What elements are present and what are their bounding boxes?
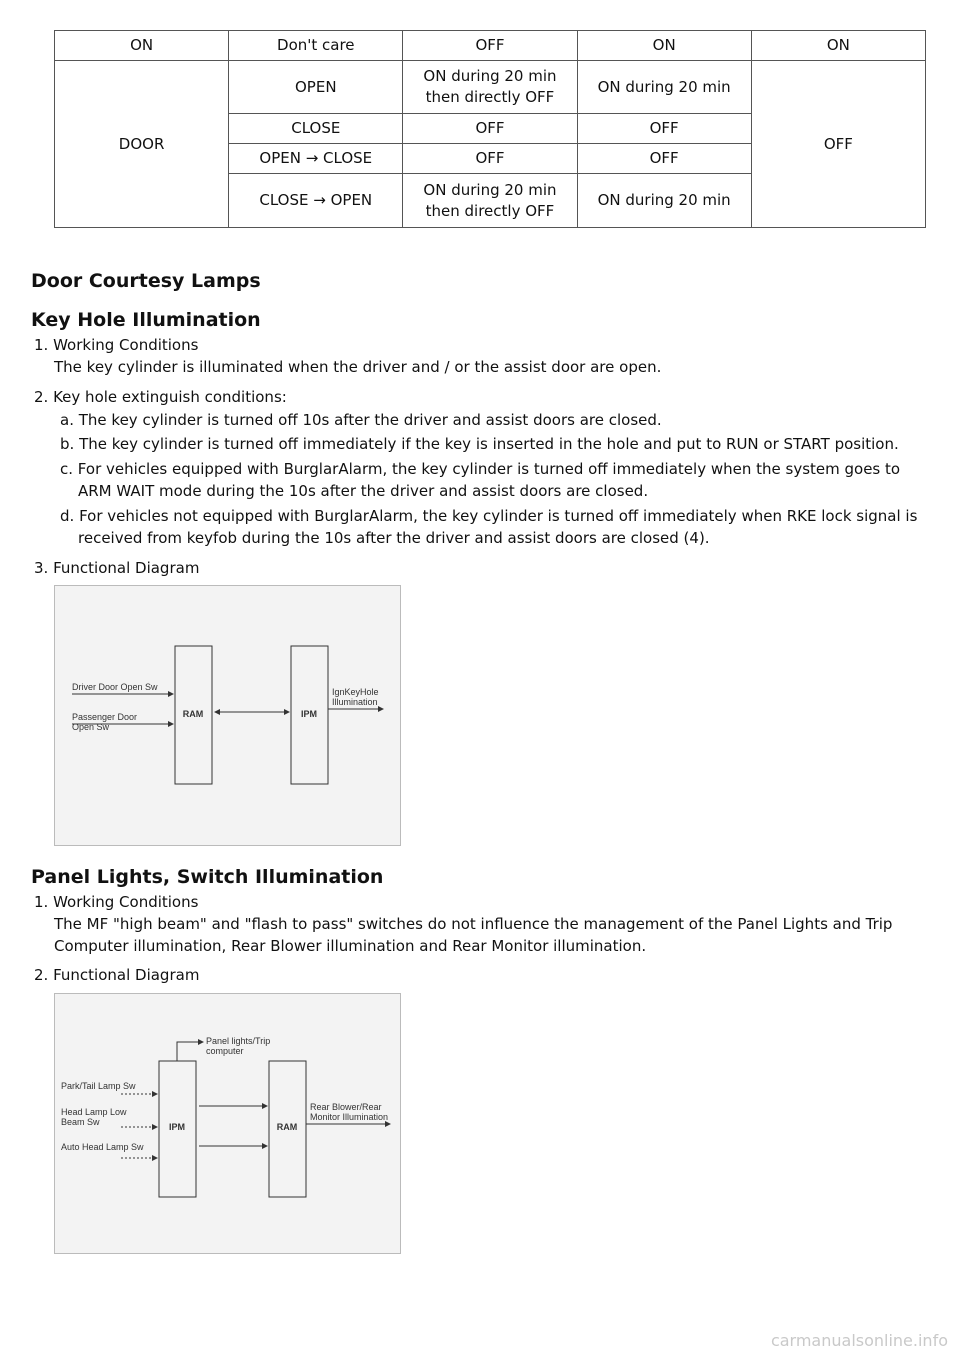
list-item <box>34 386 287 408</box>
ram-label: RAM <box>276 1122 298 1132</box>
passenger-door-switch-label: Passenger Door <box>72 712 138 722</box>
status-table <box>54 30 926 228</box>
table-row <box>55 31 926 61</box>
panel-lights-label: Panel lights/Trip <box>206 1036 271 1046</box>
output-label: Illumination <box>332 697 378 707</box>
table-cell: OFF <box>577 144 751 174</box>
ipm-label: IPM <box>300 709 318 719</box>
table-cell: OPEN <box>229 61 403 114</box>
list-item-title: Functional Diagram <box>53 966 200 984</box>
table-row <box>55 61 926 114</box>
auto-head-lamp-switch-label: Auto Head Lamp Sw <box>61 1142 144 1152</box>
sub-list-label: d. <box>60 507 75 525</box>
sub-list-item <box>60 433 899 455</box>
table-cell: ON <box>751 31 925 61</box>
list-item <box>34 964 199 986</box>
paragraph: The key cylinder is illuminated when the driver and / or the assist door are open. <box>54 358 662 376</box>
table-cell: ON <box>577 31 751 61</box>
arrow-icon <box>177 1042 203 1061</box>
list-number: 2. <box>34 388 49 406</box>
list-item <box>34 557 199 579</box>
paragraph: The MF "high beam" and "flash to pass" switches do not influence the management of the Panel Lights and Trip <box>54 915 893 933</box>
table-cell: ON during 20 min then directly OFF <box>403 174 577 228</box>
table-cell: ON during 20 min <box>577 61 751 114</box>
sub-list-item <box>60 505 917 527</box>
list-item-title: Key hole extinguish conditions: <box>53 388 287 406</box>
sub-list-text: For vehicles not equipped with BurglarAlarm, the key cylinder is turned off immediately when RKE lock signal is <box>79 507 918 525</box>
door-label-cell: DOOR <box>55 61 229 228</box>
section-subtitle: Key Hole Illumination <box>31 309 261 331</box>
table-cell: OFF <box>403 114 577 144</box>
sub-list-text: For vehicles equipped with BurglarAlarm, the key cylinder is turned off immediately when the system goes to <box>77 460 901 478</box>
sub-list-label: a. <box>60 411 74 429</box>
head-lamp-switch-label: Head Lamp Low <box>61 1107 127 1117</box>
sub-list-label: c. <box>60 460 74 478</box>
door-off-cell: OFF <box>751 61 925 228</box>
sub-list-text: The key cylinder is turned off immediately if the key is inserted in the hole and put to RUN or START position. <box>79 435 899 453</box>
output-label: IgnKeyHole <box>332 687 379 697</box>
section-title: Door Courtesy Lamps <box>31 270 261 292</box>
table-cell: Don't care <box>229 31 403 61</box>
table-cell: CLOSE → OPEN <box>229 174 403 228</box>
list-item-title: Working Conditions <box>53 893 199 911</box>
list-item <box>34 334 198 356</box>
paragraph: Computer illumination, Rear Blower illumination and Rear Monitor illumination. <box>54 937 647 955</box>
output-label: Rear Blower/Rear <box>310 1102 382 1112</box>
table-cell: OFF <box>403 144 577 174</box>
table-cell: ON during 20 min then directly OFF <box>403 61 577 114</box>
passenger-door-switch-label: Open Sw <box>72 722 110 732</box>
sub-list-text: The key cylinder is turned off 10s after the driver and assist doors are closed. <box>78 411 662 429</box>
table-cell: CLOSE <box>229 114 403 144</box>
table-cell: OPEN → CLOSE <box>229 144 403 174</box>
output-label: Monitor Illumination <box>310 1112 389 1122</box>
watermark: carmanualsonline.info <box>770 1331 948 1350</box>
list-number: 3. <box>34 559 49 577</box>
driver-door-switch-label: Driver Door Open Sw <box>72 682 158 692</box>
sub-list-label: b. <box>60 435 75 453</box>
ipm-label: IPM <box>168 1122 186 1132</box>
table-cell: ON <box>55 31 229 61</box>
list-item-title: Working Conditions <box>53 336 199 354</box>
sub-list-text: received from keyfob during the 10s after the driver and assist doors are closed (4). <box>78 529 710 547</box>
sub-list-text: ARM WAIT mode during the 10s after the driver and assist doors are closed. <box>78 482 649 500</box>
list-number: 2. <box>34 966 49 984</box>
park-tail-switch-label: Park/Tail Lamp Sw <box>61 1081 136 1091</box>
head-lamp-switch-label: Beam Sw <box>61 1117 100 1127</box>
table-cell: ON during 20 min <box>577 174 751 228</box>
list-item-title: Functional Diagram <box>53 559 200 577</box>
section-title: Panel Lights, Switch Illumination <box>31 866 384 888</box>
table-cell: OFF <box>577 114 751 144</box>
table-cell: OFF <box>403 31 577 61</box>
ram-label: RAM <box>182 709 204 719</box>
list-item <box>34 891 198 913</box>
functional-diagram-panel-lights <box>54 993 401 1254</box>
functional-diagram-keyhole <box>54 585 401 846</box>
sub-list-item <box>60 458 900 480</box>
sub-list-item <box>60 409 662 431</box>
list-number: 1. <box>34 336 49 354</box>
panel-lights-label: computer <box>206 1046 244 1056</box>
list-number: 1. <box>34 893 49 911</box>
